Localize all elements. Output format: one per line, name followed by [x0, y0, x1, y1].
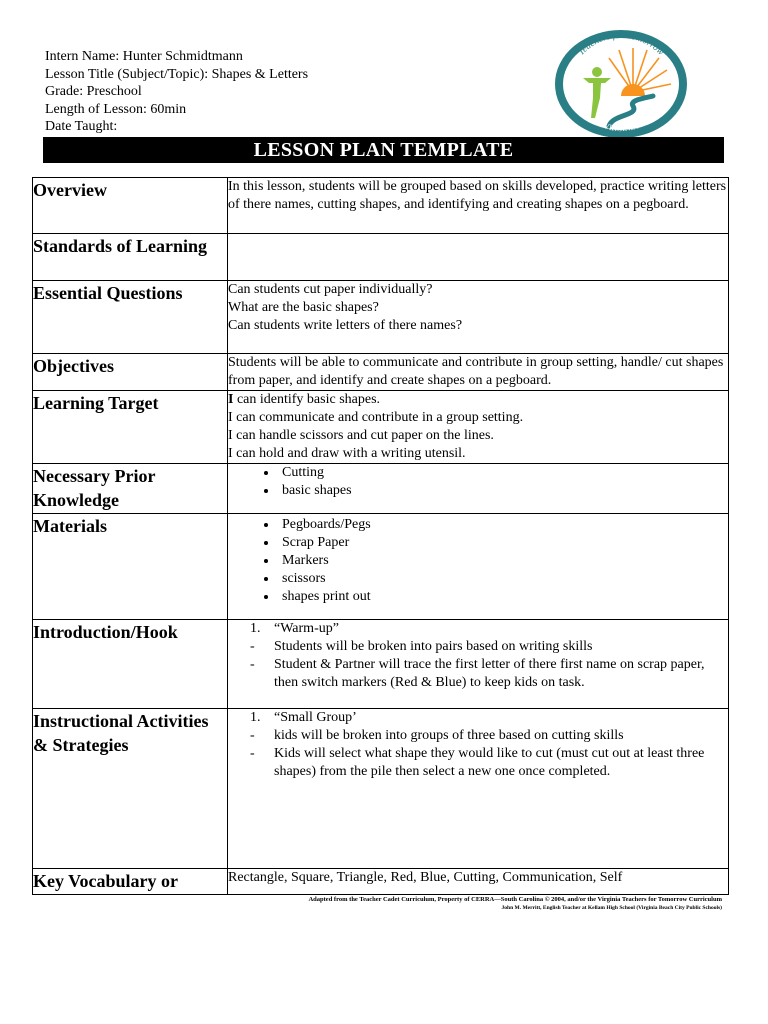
learning-target-first-text: can identify basic shapes.	[233, 392, 381, 407]
lesson-plan-table	[32, 177, 729, 895]
row-introduction-hook	[33, 620, 729, 709]
introduction-steps	[228, 620, 729, 709]
list-item: • Scrap Paper	[278, 534, 728, 552]
essential-questions	[228, 281, 729, 354]
step-item-text: Students will be broken into pairs based on writing skills	[274, 639, 593, 654]
row-key-vocabulary	[33, 869, 729, 895]
grade: Grade: Preschool	[45, 84, 142, 99]
label-objectives: Objectives	[33, 354, 228, 391]
label-essential-questions: Essential Questions	[33, 281, 228, 354]
dash-marker: -	[250, 728, 255, 743]
learning-target-first-letter: I	[228, 392, 234, 407]
step-item-text: Kids will select what shape they would like to cut (must cut out at least three shapes) from the pile then select a new one once completed.	[274, 746, 705, 779]
step-item	[250, 745, 728, 781]
learning-target-item: I can hold and draw with a writing utensil.	[228, 446, 466, 461]
teachers-for-tomorrow-logo	[553, 26, 689, 138]
instructional-steps	[228, 709, 729, 869]
lesson-info	[45, 48, 308, 136]
label-learning-target: Learning Target	[33, 391, 228, 464]
step-heading	[250, 620, 728, 638]
row-instructional-activities	[33, 709, 729, 869]
list-item: • Cutting	[278, 464, 728, 482]
step-item	[250, 638, 728, 656]
learning-target-item: I can handle scissors and cut paper on the lines.	[228, 428, 494, 443]
lesson-title: Lesson Title (Subject/Topic): Shapes & Letters	[45, 66, 309, 82]
label-key-vocabulary: Key Vocabulary or	[33, 869, 228, 895]
lesson-length: Length of Lesson: 60min	[45, 101, 187, 117]
step-number: 1.	[250, 710, 261, 725]
label-overview: Overview	[33, 178, 228, 234]
standards-text	[228, 234, 729, 281]
overview-text: In this lesson, students will be grouped based on skills developed, practice writing letters of there names, cutting shapes, and identifying and creating shapes on a pegboard.	[228, 178, 729, 234]
row-prior-knowledge	[33, 464, 729, 514]
row-essential-questions	[33, 281, 729, 354]
list-item: • Pegboards/Pegs	[278, 516, 728, 534]
page-title: LESSON PLAN TEMPLATE	[43, 137, 724, 163]
label-prior-knowledge: Necessary Prior Knowledge	[33, 464, 228, 514]
label-introduction-hook: Introduction/Hook	[33, 620, 228, 709]
step-item-text: Student & Partner will trace the first letter of there first name on scrap paper, then switch markers (Red & Blue) to keep kids on task.	[274, 657, 705, 690]
label-materials: Materials	[33, 514, 228, 620]
footer-credit: Adapted from the Teacher Cadet Curriculum, Property of CERRA—South Carolina © 2004, and/or the Virginia Teachers for Tomorrow Curriculum	[308, 896, 722, 903]
row-learning-target	[33, 391, 729, 464]
learning-target-item	[228, 391, 728, 409]
date-taught: Date Taught:	[45, 119, 118, 134]
list-item: • shapes print out	[278, 588, 728, 606]
step-item	[250, 727, 728, 745]
intern-name: Intern Name: Hunter Schmidtmann	[45, 49, 243, 64]
list-item: • basic shapes	[278, 482, 728, 500]
step-number: 1.	[250, 621, 261, 636]
step-item	[250, 656, 728, 692]
list-item: • Markers	[278, 552, 728, 570]
essential-question: Can students write letters of there names?	[228, 318, 463, 333]
row-materials	[33, 514, 729, 620]
learning-target-item: I can communicate and contribute in a group setting.	[228, 410, 524, 425]
dash-marker: -	[250, 746, 255, 761]
row-objectives	[33, 354, 729, 391]
logo-bottom-text: VIRGINIA	[602, 121, 640, 134]
row-overview	[33, 178, 729, 234]
row-standards	[33, 234, 729, 281]
step-heading	[250, 709, 728, 727]
essential-question: What are the basic shapes?	[228, 300, 379, 315]
label-instructional-activities: Instructional Activities & Strategies	[33, 709, 228, 869]
dash-marker: -	[250, 639, 255, 654]
learning-targets	[228, 391, 729, 464]
materials-list	[228, 514, 729, 620]
essential-question: Can students cut paper individually?	[228, 282, 433, 297]
logo-top-text: Teachers for Tomorrow	[576, 30, 666, 58]
objectives-text: Students will be able to communicate and contribute in group setting, handle/ cut shapes from paper, and identify and create shapes on a pegboard.	[228, 354, 729, 391]
dash-marker: -	[250, 657, 255, 672]
footer-author: John M. Merritt, English Teacher at Kellam High School (Virginia Beach City Public Schools)	[501, 905, 722, 911]
label-standards: Standards of Learning	[33, 234, 228, 281]
key-vocabulary-text: Rectangle, Square, Triangle, Red, Blue, Cutting, Communication, Self	[228, 869, 729, 895]
step-item-text: kids will be broken into groups of three based on cutting skills	[274, 728, 624, 743]
step-heading-text: “Small Group’	[274, 710, 357, 725]
step-heading-text: “Warm-up”	[274, 621, 339, 636]
list-item: • scissors	[278, 570, 728, 588]
prior-knowledge-list	[228, 464, 729, 514]
